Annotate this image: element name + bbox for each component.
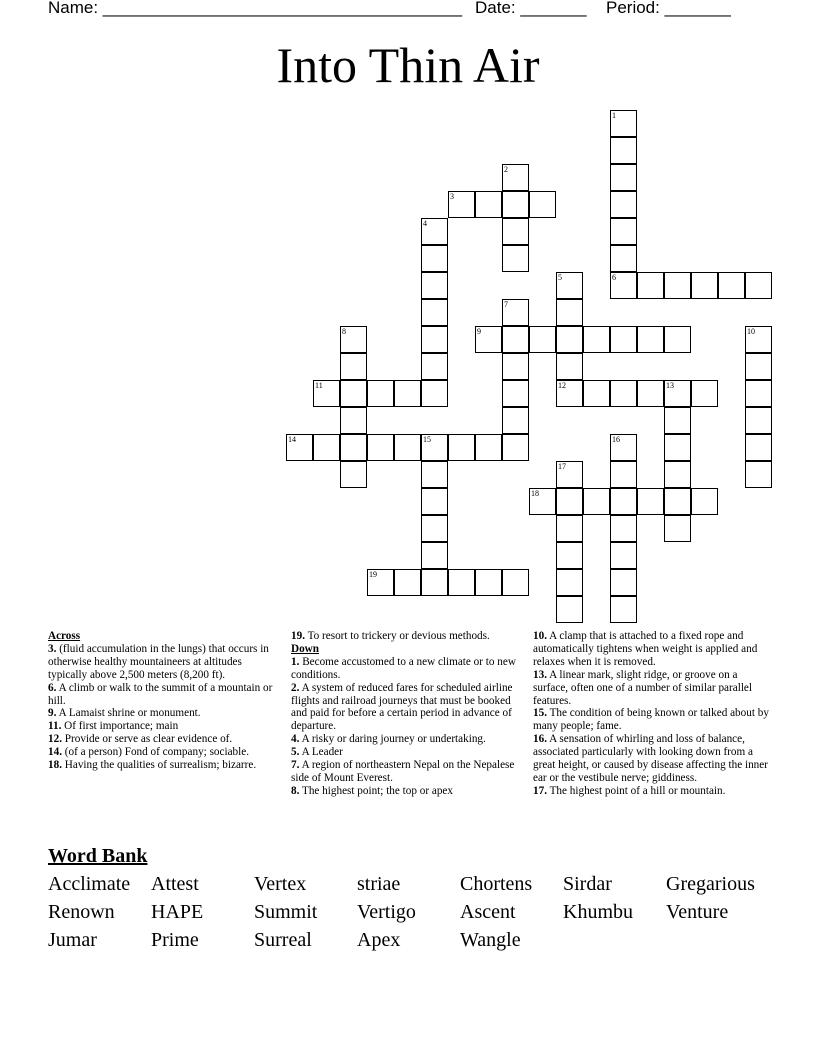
grid-cell[interactable] bbox=[691, 488, 718, 515]
clue bbox=[291, 733, 527, 746]
grid-cell[interactable] bbox=[502, 299, 529, 326]
clue-number-label: 14. bbox=[48, 746, 62, 759]
clue-number-label: 10. bbox=[533, 630, 547, 642]
clue-number-label: 4. bbox=[291, 733, 300, 746]
grid-cell[interactable] bbox=[421, 353, 448, 380]
grid-cell[interactable] bbox=[421, 245, 448, 272]
grid-cell[interactable] bbox=[610, 434, 637, 461]
grid-cell[interactable] bbox=[610, 245, 637, 272]
clues-column-3 bbox=[533, 630, 769, 798]
grid-cell[interactable] bbox=[529, 326, 556, 353]
clue-text: (fluid accumulation in the lungs) that occurs in otherwise healthy mountaineers at altitudes typically above 2,500 meters (8,200 ft). bbox=[48, 642, 269, 681]
grid-cell[interactable] bbox=[394, 569, 421, 596]
grid-cell[interactable] bbox=[340, 353, 367, 380]
grid-cell[interactable] bbox=[556, 299, 583, 326]
clue-number: 1 bbox=[612, 111, 616, 120]
down-heading: Down bbox=[291, 642, 319, 655]
clue-text: A sensation of whirling and loss of balance, associated particularly with looking down from a great height, or caused by disease affecting the inner ear or the vestibule nerve; giddiness. bbox=[533, 733, 768, 784]
grid-cell[interactable] bbox=[610, 461, 637, 488]
clue-number: 18 bbox=[531, 489, 539, 498]
clue-number: 5 bbox=[558, 273, 562, 282]
grid-cell[interactable] bbox=[745, 407, 772, 434]
grid-cell[interactable] bbox=[421, 461, 448, 488]
clue-number: 17 bbox=[558, 462, 566, 471]
grid-cell[interactable] bbox=[475, 191, 502, 218]
clue-number: 9 bbox=[477, 327, 481, 336]
grid-cell[interactable] bbox=[745, 272, 772, 299]
grid-cell[interactable] bbox=[340, 407, 367, 434]
grid-cell[interactable] bbox=[340, 380, 367, 407]
clue-number-label: 13. bbox=[533, 668, 547, 681]
clue-number-label: 19. bbox=[291, 630, 305, 642]
word-bank-item: Attest bbox=[151, 873, 199, 895]
grid-cell[interactable] bbox=[745, 326, 772, 353]
clue bbox=[48, 643, 280, 682]
grid-cell[interactable] bbox=[394, 434, 421, 461]
clue-number: 2 bbox=[504, 165, 508, 174]
clue-number: 10 bbox=[747, 327, 755, 336]
word-bank-item: Vertex bbox=[254, 873, 307, 895]
clue-number: 11 bbox=[315, 381, 323, 390]
clue bbox=[533, 669, 769, 708]
clue-text: A clamp that is attached to a fixed rope and automatically tightens when weight is applied and relaxes when it is removed. bbox=[533, 630, 758, 668]
word-bank-item: Summit bbox=[254, 901, 318, 923]
grid-cell[interactable] bbox=[664, 434, 691, 461]
grid-cell[interactable] bbox=[610, 569, 637, 596]
grid-cell[interactable] bbox=[502, 326, 529, 353]
clue bbox=[48, 707, 280, 720]
clue-number-label: 7. bbox=[291, 759, 300, 772]
clue-text: A Leader bbox=[299, 746, 343, 759]
clue-text: A region of northeastern Nepal on the Nepalese side of Mount Everest. bbox=[291, 759, 515, 784]
clue-number-label: 9. bbox=[48, 707, 57, 720]
grid-cell[interactable] bbox=[421, 299, 448, 326]
name-field[interactable]: Name: ______________________________________ bbox=[48, 0, 463, 17]
grid-cell[interactable] bbox=[556, 380, 583, 407]
grid-cell[interactable] bbox=[556, 515, 583, 542]
clue-text: Become accustomed to a new climate or to new conditions. bbox=[291, 655, 516, 681]
clue-number: 13 bbox=[666, 381, 674, 390]
grid-cell[interactable] bbox=[502, 434, 529, 461]
clue-text: A climb or walk to the summit of a mountain or hill. bbox=[48, 681, 273, 707]
grid-cell[interactable] bbox=[529, 191, 556, 218]
grid-cell[interactable] bbox=[691, 272, 718, 299]
clue-text: A system of reduced fares for scheduled airline flights and railroad journeys that must be booked and paid for before a certain period in advance of departure. bbox=[291, 681, 513, 733]
clue-number: 15 bbox=[423, 435, 431, 444]
clue bbox=[533, 733, 769, 785]
grid-cell[interactable] bbox=[691, 380, 718, 407]
word-bank-item: Surreal bbox=[254, 929, 312, 951]
grid-cell[interactable] bbox=[556, 461, 583, 488]
clue bbox=[48, 720, 280, 733]
grid-cell[interactable] bbox=[502, 380, 529, 407]
clue-text: The highest point of a hill or mountain. bbox=[546, 784, 726, 797]
grid-cell[interactable] bbox=[421, 542, 448, 569]
clue-text: To resort to trickery or devious methods. bbox=[304, 630, 490, 642]
clue-number-label: 5. bbox=[291, 746, 300, 759]
grid-cell[interactable] bbox=[313, 434, 340, 461]
clue-text: A risky or daring journey or undertaking. bbox=[299, 733, 486, 746]
clue-text: Provide or serve as clear evidence of. bbox=[61, 733, 233, 746]
grid-cell[interactable] bbox=[583, 380, 610, 407]
clue-number-label: 1. bbox=[291, 655, 300, 668]
word-bank-item: Apex bbox=[357, 929, 401, 951]
grid-cell[interactable] bbox=[583, 488, 610, 515]
grid-cell[interactable] bbox=[610, 164, 637, 191]
word-bank-item: Chortens bbox=[460, 873, 533, 895]
grid-cell[interactable] bbox=[340, 461, 367, 488]
grid-cell[interactable] bbox=[664, 461, 691, 488]
clues-column-2 bbox=[291, 630, 527, 798]
grid-cell[interactable] bbox=[610, 488, 637, 515]
clue-text: A Lamaist shrine or monument. bbox=[56, 707, 201, 720]
grid-cell[interactable] bbox=[664, 326, 691, 353]
grid-cell[interactable] bbox=[745, 353, 772, 380]
word-bank-item: Venture bbox=[666, 901, 729, 923]
grid-cell[interactable] bbox=[664, 380, 691, 407]
grid-cell[interactable] bbox=[448, 191, 475, 218]
clue bbox=[533, 785, 769, 798]
clue-number: 8 bbox=[342, 327, 346, 336]
clue-number: 7 bbox=[504, 300, 508, 309]
grid-cell[interactable] bbox=[421, 272, 448, 299]
word-bank-item: Jumar bbox=[48, 929, 97, 951]
grid-cell[interactable] bbox=[610, 218, 637, 245]
across-heading: Across bbox=[48, 630, 81, 642]
grid-cell[interactable] bbox=[610, 110, 637, 137]
word-bank-item: Prime bbox=[151, 929, 199, 951]
grid-cell[interactable] bbox=[556, 542, 583, 569]
clue-number-label: 18. bbox=[48, 759, 62, 772]
clue-number-label: 15. bbox=[533, 707, 547, 720]
grid-cell[interactable] bbox=[421, 380, 448, 407]
clue-number: 19 bbox=[369, 570, 377, 579]
clue bbox=[291, 656, 527, 682]
grid-cell[interactable] bbox=[583, 326, 610, 353]
grid-cell[interactable] bbox=[367, 569, 394, 596]
clue-number: 14 bbox=[288, 435, 296, 444]
clue-number-label: 12. bbox=[48, 733, 62, 746]
down-clue-list bbox=[291, 656, 527, 798]
grid-cell[interactable] bbox=[745, 380, 772, 407]
word-bank-item: Renown bbox=[48, 901, 115, 923]
down-clue-list-continued bbox=[533, 630, 769, 798]
grid-cell[interactable] bbox=[475, 434, 502, 461]
clue bbox=[291, 785, 527, 798]
across-clue-list-continued bbox=[291, 630, 527, 643]
grid-cell[interactable] bbox=[556, 569, 583, 596]
grid-cell[interactable] bbox=[448, 569, 475, 596]
grid-cell[interactable] bbox=[745, 461, 772, 488]
across-clue-list bbox=[48, 643, 280, 772]
grid-cell[interactable] bbox=[340, 326, 367, 353]
grid-cell[interactable] bbox=[637, 380, 664, 407]
puzzle-title: Into Thin Air bbox=[276, 37, 540, 93]
clue-number: 4 bbox=[423, 219, 427, 228]
grid-cell[interactable] bbox=[502, 191, 529, 218]
grid-cell[interactable] bbox=[421, 434, 448, 461]
clue bbox=[48, 733, 280, 746]
grid-cell[interactable] bbox=[502, 164, 529, 191]
grid-cell[interactable] bbox=[745, 434, 772, 461]
clue-number: 16 bbox=[612, 435, 620, 444]
grid-cell[interactable] bbox=[421, 326, 448, 353]
grid-cell[interactable] bbox=[421, 488, 448, 515]
word-bank-item: Ascent bbox=[460, 901, 516, 923]
grid-cell[interactable] bbox=[610, 191, 637, 218]
clue bbox=[533, 630, 769, 669]
grid-cell[interactable] bbox=[556, 326, 583, 353]
grid-cell[interactable] bbox=[502, 218, 529, 245]
grid-cell[interactable] bbox=[556, 488, 583, 515]
clue-number-label: 6. bbox=[48, 681, 57, 694]
grid-cell[interactable] bbox=[610, 596, 637, 623]
grid-cell[interactable] bbox=[421, 515, 448, 542]
grid-cell[interactable] bbox=[421, 569, 448, 596]
grid-cell[interactable] bbox=[556, 353, 583, 380]
grid-cell[interactable] bbox=[475, 569, 502, 596]
grid-cell[interactable] bbox=[394, 380, 421, 407]
clue bbox=[291, 746, 527, 759]
grid-cell[interactable] bbox=[610, 137, 637, 164]
grid-cell[interactable] bbox=[637, 488, 664, 515]
clue-number-label: 2. bbox=[291, 681, 300, 694]
grid-cell[interactable] bbox=[556, 596, 583, 623]
date-field[interactable]: Date: _______ bbox=[475, 0, 587, 17]
word-bank-title: Word Bank bbox=[48, 845, 148, 867]
grid-cell[interactable] bbox=[610, 515, 637, 542]
clue-text: The highest point; the top or apex bbox=[299, 784, 453, 797]
clue bbox=[533, 707, 769, 733]
clue bbox=[48, 746, 280, 759]
clue-text: The condition of being known or talked about by many people; fame. bbox=[533, 707, 769, 733]
clue bbox=[291, 630, 527, 643]
clue-number-label: 3. bbox=[48, 642, 57, 655]
grid-cell[interactable] bbox=[502, 353, 529, 380]
grid-cell[interactable] bbox=[421, 218, 448, 245]
grid-cell[interactable] bbox=[664, 407, 691, 434]
clue bbox=[291, 682, 527, 734]
word-bank-item: striae bbox=[357, 873, 401, 895]
clue-number: 6 bbox=[612, 273, 616, 282]
grid-cell[interactable] bbox=[610, 542, 637, 569]
clue-number-label: 16. bbox=[533, 733, 547, 746]
clue bbox=[291, 759, 527, 785]
clue-text: Of first importance; main bbox=[61, 720, 179, 733]
clue bbox=[48, 682, 280, 708]
clue-text: A linear mark, slight ridge, or groove on a surface, often one of a number of similar parallel features. bbox=[533, 668, 752, 707]
grid-cell[interactable] bbox=[664, 488, 691, 515]
grid-cell[interactable] bbox=[610, 326, 637, 353]
grid-cell[interactable] bbox=[664, 272, 691, 299]
grid-cell[interactable] bbox=[313, 380, 340, 407]
grid-cell[interactable] bbox=[502, 245, 529, 272]
grid-cell[interactable] bbox=[367, 434, 394, 461]
grid-cell[interactable] bbox=[340, 434, 367, 461]
grid-cell[interactable] bbox=[475, 326, 502, 353]
word-bank-item: Khumbu bbox=[563, 901, 633, 923]
clue bbox=[48, 759, 280, 772]
clue-number: 12 bbox=[558, 381, 566, 390]
clue-text: Having the qualities of surrealism; bizarre. bbox=[61, 759, 257, 772]
word-bank-item: Acclimate bbox=[48, 873, 131, 895]
period-field[interactable]: Period: _______ bbox=[606, 0, 731, 17]
grid-cell[interactable] bbox=[367, 380, 394, 407]
clue-number: 3 bbox=[450, 192, 454, 201]
grid-cell[interactable] bbox=[448, 434, 475, 461]
clue-number-label: 17. bbox=[533, 784, 547, 797]
grid-cell[interactable] bbox=[529, 488, 556, 515]
clue-number-label: 11. bbox=[48, 720, 62, 733]
clue-number-label: 8. bbox=[291, 784, 300, 797]
grid-cell[interactable] bbox=[637, 326, 664, 353]
grid-cell[interactable] bbox=[610, 380, 637, 407]
grid-cell[interactable] bbox=[664, 515, 691, 542]
grid-cell[interactable] bbox=[502, 407, 529, 434]
word-bank-item: Vertigo bbox=[357, 901, 416, 923]
clues-column-1 bbox=[48, 630, 280, 772]
word-bank-item: Gregarious bbox=[666, 873, 755, 895]
grid-cell[interactable] bbox=[637, 272, 664, 299]
clue-text: (of a person) Fond of company; sociable. bbox=[61, 746, 250, 759]
grid-cell[interactable] bbox=[286, 434, 313, 461]
word-bank-item: Wangle bbox=[460, 929, 521, 951]
grid-cell[interactable] bbox=[610, 272, 637, 299]
grid-cell[interactable] bbox=[502, 569, 529, 596]
word-bank-item: HAPE bbox=[151, 901, 204, 923]
word-bank-item: Sirdar bbox=[563, 873, 612, 895]
grid-cell[interactable] bbox=[718, 272, 745, 299]
grid-cell[interactable] bbox=[556, 272, 583, 299]
